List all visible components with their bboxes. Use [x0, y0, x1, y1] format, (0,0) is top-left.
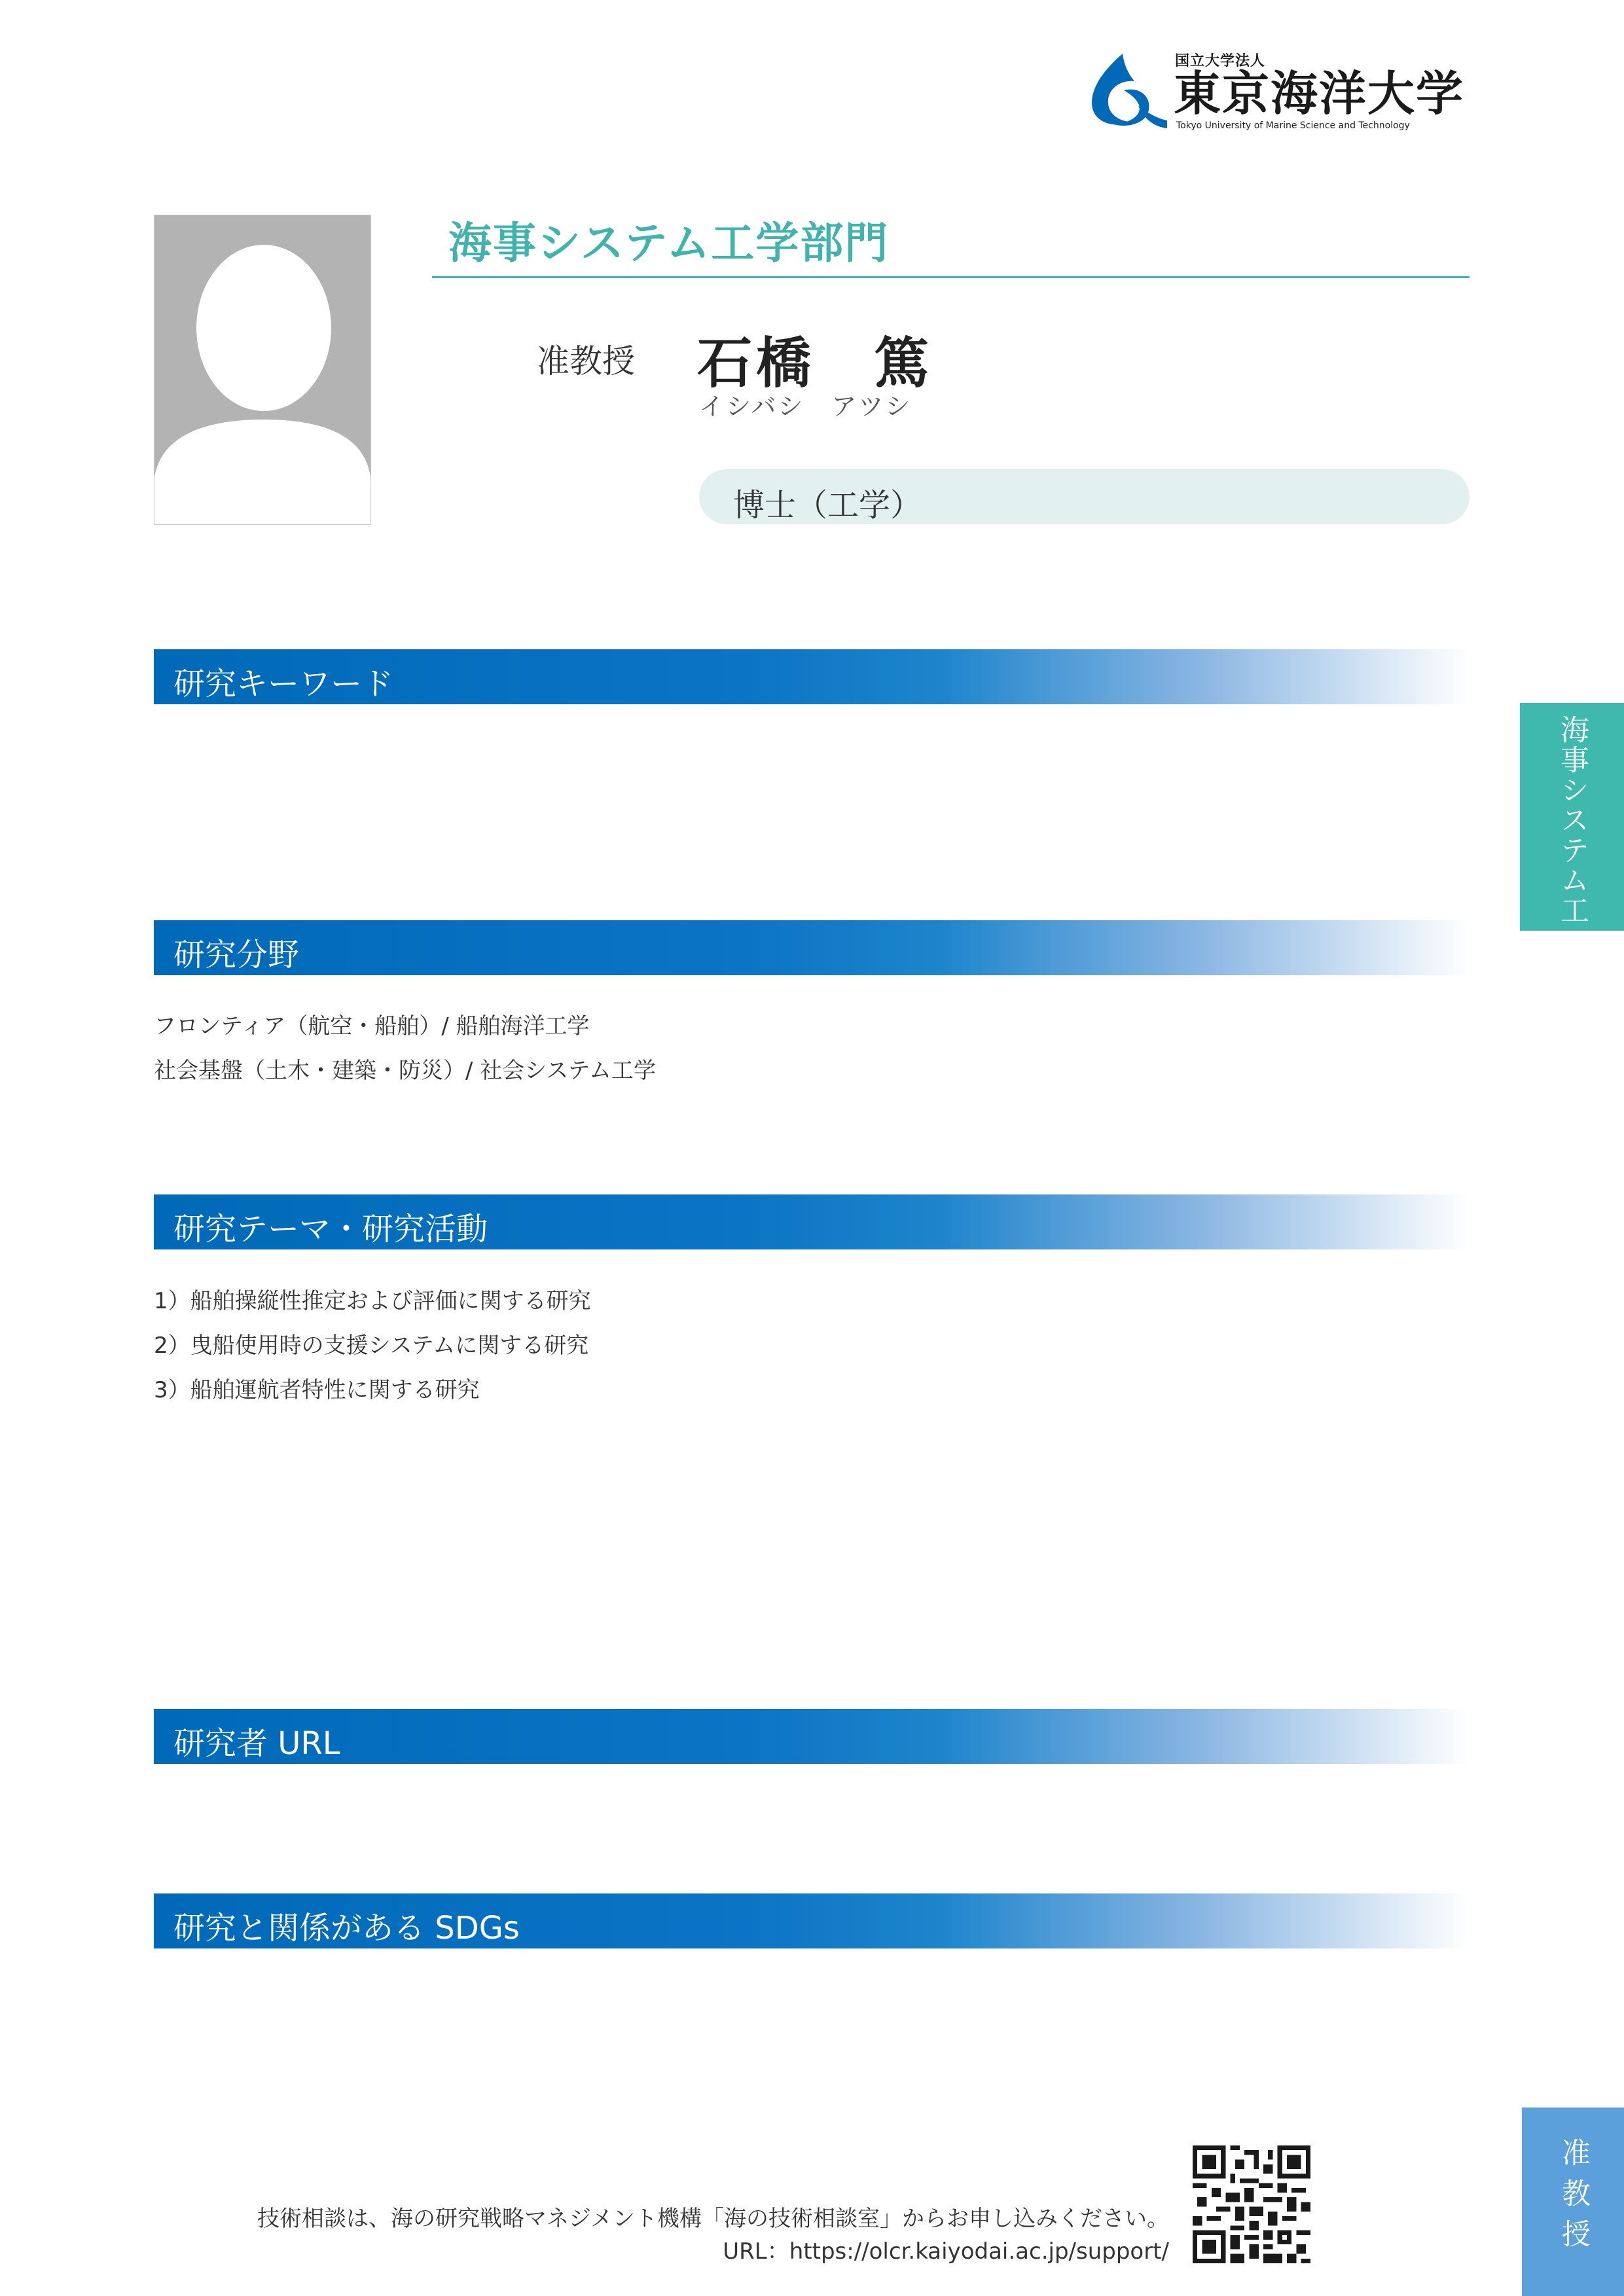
section-header-sdgs — [154, 1893, 1470, 1948]
university-logo — [1083, 47, 1465, 132]
profile-photo — [154, 215, 371, 525]
section-title-sdgs: 研究と関係がある SDGs — [173, 1910, 520, 1946]
theme-line: 1）船舶操縦性推定および評価に関する研究 — [154, 1288, 591, 1314]
section-title-url: 研究者 URL — [173, 1725, 340, 1762]
department-title: 海事システム工学部門 — [448, 218, 890, 268]
field-line: フロンティア（航空・船舶）/ 船舶海洋工学 — [154, 1013, 590, 1039]
footer-url-link[interactable]: URL：https://olcr.kaiyodai.ac.jp/support/ — [723, 2238, 1169, 2265]
department-divider — [432, 276, 1470, 278]
section-header-keywords — [154, 649, 1470, 704]
field-line: 社会基盤（土木・建築・防災）/ 社会システム工学 — [154, 1058, 656, 1084]
wave-logo-icon — [1083, 51, 1168, 130]
degree-badge — [699, 469, 1470, 524]
rank-label: 准教授 — [537, 342, 635, 380]
section-title-keywords: 研究キーワード — [173, 666, 394, 702]
section-title-theme: 研究テーマ・研究活動 — [173, 1211, 488, 1247]
person-name-kana: イシバシ アツシ — [699, 392, 912, 421]
footer-consult-text: 技術相談は、海の研究戦略マネジメント機構「海の技術相談室」からお申し込みください。 — [257, 2206, 1169, 2232]
person-silhouette-icon — [154, 215, 370, 524]
section-header-theme — [154, 1194, 1470, 1249]
person-name: 石橋 篤 — [697, 331, 933, 395]
side-tab-label: 海事システム工学 — [1451, 715, 1589, 925]
logo-english-text: Tokyo University of Marine Science and Technology — [1176, 120, 1410, 131]
degree-text: 博士（工学） — [733, 487, 922, 524]
theme-line: 2）曳船使用時の支援システムに関する研究 — [154, 1333, 589, 1359]
side-tab-department — [1451, 703, 1624, 931]
section-title-field: 研究分野 — [173, 937, 300, 973]
logo-small-text: 国立大学法人 — [1175, 53, 1266, 69]
qr-code-icon[interactable] — [1193, 2145, 1310, 2263]
logo-main-text: 東京海洋大学 — [1174, 66, 1465, 121]
rank-tab-label: 准教授 — [1557, 2138, 1590, 2259]
side-tab-rank — [1522, 2108, 1624, 2296]
theme-line: 3）船舶運航者特性に関する研究 — [154, 1377, 480, 1403]
section-header-field — [154, 920, 1470, 975]
section-header-url — [154, 1709, 1470, 1764]
